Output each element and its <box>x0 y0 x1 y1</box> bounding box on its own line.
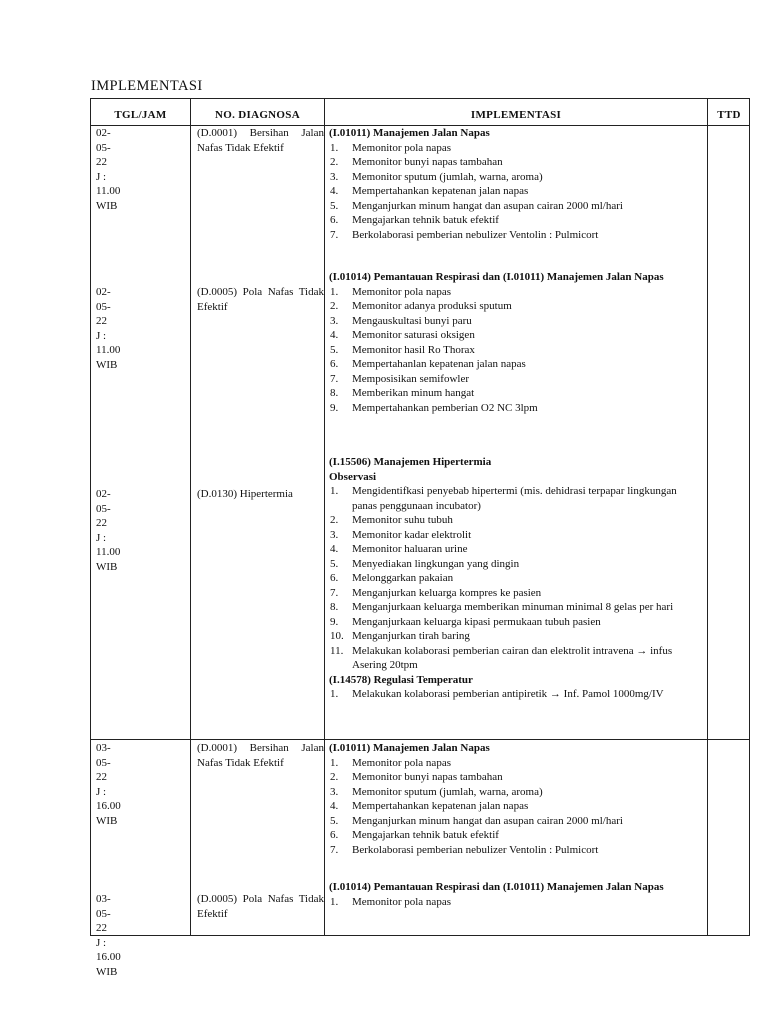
item-number: 3. <box>330 528 339 541</box>
item-text: Memonitor kadar elektrolit <box>352 528 472 541</box>
item-number: 1. <box>330 895 339 908</box>
implementation-list <box>329 285 689 416</box>
date-text: 03-05-22 <box>96 893 111 934</box>
list-item <box>329 299 689 314</box>
item-text: Memonitor pola napas <box>352 141 451 154</box>
date-cell <box>96 741 121 828</box>
item-number: 3. <box>330 170 339 183</box>
item-number: 9. <box>330 401 339 414</box>
item-text: Berkolaborasi pemberian nebulizer Ventolin : Pulmicort <box>352 843 599 856</box>
item-text: Memonitor adanya produksi sputum <box>352 300 512 312</box>
item-number: 9. <box>330 615 339 628</box>
diagnosis-cell: (D.0130) Hipertermia <box>197 488 293 500</box>
list-item <box>329 687 689 702</box>
date-text: 03-05-22 <box>96 742 111 783</box>
item-text: Mempertahankan kepatenan jalan napas <box>352 800 529 812</box>
header-signature: TTD <box>717 109 741 121</box>
item-text: Mengidentifkasi penyebab hipertermi (mis. dehidrasi terpapar lingkungan panas penggunaan incubator) <box>352 485 677 512</box>
header-diagnosis: NO. DIAGNOSA <box>215 109 300 121</box>
time-text: J : 11.00 WIB <box>96 531 121 573</box>
header-implementation: IMPLEMENTASI <box>470 109 562 121</box>
column-divider <box>707 99 708 935</box>
item-number: 6. <box>330 214 339 226</box>
item-number: 5. <box>330 557 339 570</box>
time-text: J : 16.00 WIB <box>96 936 121 978</box>
item-text: Mengajarkan tehnik batuk efektif <box>352 829 499 841</box>
item-number: 6. <box>330 572 339 584</box>
item-number: 6. <box>330 358 339 370</box>
item-text: Melonggarkan pakaian <box>352 572 454 584</box>
item-text: Melakukan kolaborasi pemberian cairan dan elektrolit intravena → infus Asering 20tpm <box>352 644 673 671</box>
item-text: Melakukan kolaborasi pemberian antipiretik → Inf. Pamol 1000mg/IV <box>352 688 664 700</box>
implementation-list <box>329 484 689 673</box>
list-item <box>329 528 689 543</box>
item-text: Mempertahankan kepatenan jalan napas <box>352 185 529 197</box>
item-text: Memonitor bunyi napas tambahan <box>352 771 503 783</box>
list-item <box>329 756 689 771</box>
list-item <box>329 228 689 243</box>
item-text: Memonitor haluaran urine <box>352 543 468 555</box>
item-text: Memonitor pola napas <box>352 756 451 769</box>
item-number: 1. <box>330 485 339 497</box>
list-item <box>329 328 689 343</box>
date-cell <box>96 487 120 574</box>
diagnosis-cell: (D.0005) Pola Nafas Tidak Efektif <box>197 286 324 313</box>
list-item <box>329 644 689 673</box>
item-number: 1. <box>330 141 339 154</box>
time-text: J : 11.00 WIB <box>96 170 121 212</box>
item-number: 8. <box>330 387 339 399</box>
diagnosis-cell: (D.0001) Bersihan Jalan Nafas Tidak Efektif <box>197 127 324 154</box>
list-item <box>329 213 689 228</box>
diagnosis-cell: (D.0005) Pola Nafas Tidak Efektif <box>197 893 324 920</box>
list-item <box>329 785 689 800</box>
list-item <box>329 170 689 185</box>
implementation-table <box>90 98 750 978</box>
item-number: 7. <box>330 586 339 599</box>
date-text: 02-05-22 <box>96 488 111 529</box>
date-text: 02-05-22 <box>96 127 111 168</box>
implementation-cell <box>329 270 689 415</box>
intervention-title: (I.01014) Pemantauan Respirasi dan (I.01011) Manajemen Jalan Napas <box>329 271 664 283</box>
intervention-title: (I.01014) Pemantauan Respirasi dan (I.01011) Manajemen Jalan Napas <box>329 881 664 893</box>
intervention-title: (I.01011) Manajemen Jalan Napas <box>329 127 490 139</box>
item-number: 10. <box>330 630 344 642</box>
list-item <box>329 513 689 528</box>
implementation-cell <box>329 741 689 857</box>
intervention-title: (I.14578) Regulasi Temperatur <box>329 673 473 686</box>
item-text: Memposisikan semifowler <box>352 372 470 385</box>
item-number: 5. <box>330 814 339 827</box>
list-item <box>329 199 689 214</box>
item-number: 3. <box>330 314 339 327</box>
item-number: 6. <box>330 829 339 841</box>
item-number: 1. <box>330 688 339 700</box>
list-item <box>329 542 689 557</box>
item-text: Menganjurkan minum hangat dan asupan cairan 2000 ml/hari <box>352 199 623 212</box>
item-text: Memberikan minum hangat <box>352 387 475 399</box>
list-item <box>329 600 689 615</box>
item-number: 3. <box>330 785 339 798</box>
item-number: 2. <box>330 156 339 168</box>
date-text: 02-05-22 <box>96 286 111 327</box>
item-text: Menyediakan lingkungan yang dingin <box>352 557 520 570</box>
list-item <box>329 401 689 416</box>
list-item <box>329 586 689 601</box>
item-number: 7. <box>330 843 339 856</box>
date-cell <box>96 892 121 979</box>
list-item <box>329 828 689 843</box>
list-item <box>329 372 689 387</box>
item-text: Memonitor bunyi napas tambahan <box>352 156 503 168</box>
item-number: 4. <box>330 329 339 341</box>
time-text: J : 11.00 WIB <box>96 329 121 371</box>
item-text: Menganjurkaan keluarga memberikan minuman minimal 8 gelas per hari <box>352 601 674 613</box>
item-text: Menganjurkan keluarga kompres ke pasien <box>352 586 542 599</box>
item-text: Mempertahanlan kepatenan jalan napas <box>352 358 526 370</box>
list-item <box>329 155 689 170</box>
item-number: 4. <box>330 185 339 197</box>
list-item <box>329 895 689 910</box>
item-number: 8. <box>330 601 339 613</box>
list-item <box>329 571 689 586</box>
header-date: TGL/JAM <box>114 109 167 121</box>
diagnosis-cell: (D.0001) Bersihan Jalan Nafas Tidak Efektif <box>197 742 324 769</box>
list-item <box>329 343 689 358</box>
item-text: Memonitor sputum (jumlah, warna, aroma) <box>352 785 543 798</box>
list-item <box>329 184 689 199</box>
item-text: Memonitor hasil Ro Thorax <box>352 343 475 356</box>
item-text: Berkolaborasi pemberian nebulizer Ventolin : Pulmicort <box>352 228 599 241</box>
item-text: Menganjurkaan keluarga kipasi permukaan tubuh pasien <box>352 615 601 628</box>
item-number: 4. <box>330 800 339 812</box>
implementation-cell <box>329 126 689 242</box>
item-text: Memonitor pola napas <box>352 285 451 298</box>
list-item <box>329 386 689 401</box>
intervention-subtitle: Observasi <box>329 470 377 483</box>
time-text: J : 16.00 WIB <box>96 785 121 827</box>
implementation-cell <box>329 880 689 909</box>
implementation-list <box>329 895 689 910</box>
item-number: 7. <box>330 372 339 385</box>
list-item <box>329 357 689 372</box>
item-number: 1. <box>330 756 339 769</box>
item-text: Memonitor sputum (jumlah, warna, aroma) <box>352 170 543 183</box>
item-number: 1. <box>330 285 339 298</box>
column-divider <box>190 99 191 935</box>
item-text: Mengauskultasi bunyi paru <box>352 314 472 327</box>
item-text: Memonitor saturasi oksigen <box>352 329 475 341</box>
list-item <box>329 843 689 858</box>
implementation-list <box>329 141 689 243</box>
list-item <box>329 615 689 630</box>
intervention-title: (I.15506) Manajemen Hipertermia <box>329 456 492 468</box>
item-number: 2. <box>330 771 339 783</box>
item-number: 7. <box>330 228 339 241</box>
list-item <box>329 285 689 300</box>
item-number: 11. <box>330 644 344 657</box>
item-text: Memonitor suhu tubuh <box>352 514 453 526</box>
item-text: Mempertahankan pemberian O2 NC 3lpm <box>352 401 538 414</box>
list-item <box>329 557 689 572</box>
list-item <box>329 629 689 644</box>
item-number: 2. <box>330 300 339 312</box>
item-number: 4. <box>330 543 339 555</box>
item-number: 2. <box>330 514 339 526</box>
date-cell <box>96 126 120 213</box>
document-title: IMPLEMENTASI <box>91 78 203 94</box>
intervention-title: (I.01011) Manajemen Jalan Napas <box>329 742 490 754</box>
item-text: Menganjurkan tirah baring <box>352 630 470 642</box>
list-item <box>329 814 689 829</box>
list-item <box>329 141 689 156</box>
item-number: 5. <box>330 343 339 356</box>
implementation-list <box>329 756 689 858</box>
implementation-list <box>329 687 689 702</box>
item-number: 5. <box>330 199 339 212</box>
list-item <box>329 484 689 513</box>
list-item <box>329 770 689 785</box>
list-item <box>329 314 689 329</box>
row-divider <box>91 739 749 740</box>
date-cell <box>96 285 120 372</box>
item-text: Menganjurkan minum hangat dan asupan cairan 2000 ml/hari <box>352 814 623 827</box>
list-item <box>329 799 689 814</box>
item-text: Mengajarkan tehnik batuk efektif <box>352 214 499 226</box>
column-divider <box>324 99 325 935</box>
implementation-cell <box>329 455 689 702</box>
item-text: Memonitor pola napas <box>352 895 451 908</box>
